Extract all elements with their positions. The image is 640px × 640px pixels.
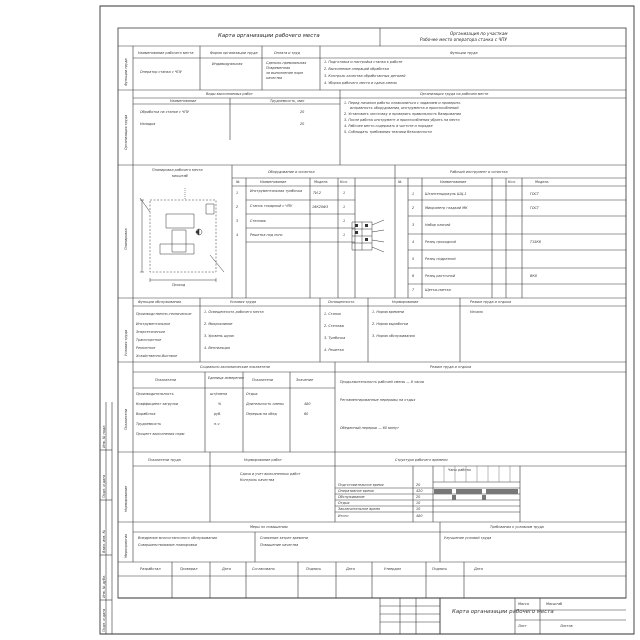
tool-no: 4 — [412, 240, 415, 244]
tool-no: 7 — [412, 288, 415, 292]
schedule-value: 10 — [416, 507, 421, 511]
tool-model: ВК8 — [530, 274, 537, 278]
norm-line: Контроль качества — [240, 478, 275, 482]
col-header: Нормирование работ — [244, 458, 282, 462]
measure-line: Повышение качества — [260, 543, 299, 547]
equip-model: ТИ-2 — [313, 191, 321, 195]
service-item: Транспортное — [136, 338, 162, 342]
equip-name: Решетка под ноги — [250, 233, 283, 237]
plan-label: Проход — [172, 283, 186, 287]
scale-label: Масштаб — [546, 602, 563, 606]
col-header: Нормирование — [392, 300, 419, 304]
pay-line: качества — [266, 76, 283, 80]
tool-no: 3 — [412, 223, 415, 227]
col-header: Функции труда — [450, 51, 478, 55]
org-line: 4. Рабочее место содержать в чистоте и порядке — [344, 124, 433, 128]
sub-header: Наименование — [170, 99, 197, 103]
sign-label: Дата — [474, 567, 483, 571]
th-qty: Кол. — [508, 180, 516, 184]
org-line: 3. После работы инструмент и приспособления убрать на место — [344, 118, 460, 122]
measure-line: Внедрение многостаночного обслуживания — [138, 536, 217, 540]
work-item: Наладка — [140, 122, 156, 126]
sub-header: Показатели — [155, 378, 177, 382]
unit: н-ч — [214, 422, 220, 426]
function-line: 1. Подготовка и настройка станка к работе — [324, 60, 403, 64]
sub-header: Единица измерения — [208, 376, 244, 380]
condition-item: 4. Вентиляция — [204, 346, 230, 350]
indicator: Длительность смены — [246, 402, 284, 406]
margin-label: Подп. и дата — [102, 608, 106, 632]
col-header: Режим труда и отдыха — [470, 300, 512, 304]
condition-item: 2. Микроклимат — [204, 322, 233, 326]
tool-model: Т15К6 — [530, 240, 541, 244]
function-line: 3. Контроль качества обработанных деталей — [324, 74, 406, 78]
margin-label: Инв. № дубл. — [102, 574, 106, 598]
equip-title: Оборудование и оснастка — [268, 170, 315, 174]
norm-line: Сдача и учет выполненных работ — [240, 472, 301, 476]
margin-label: Подп. и дата — [102, 474, 106, 498]
pay-line: за выполнение норм — [266, 71, 303, 75]
pay-line: Сдельно-премиальная — [266, 61, 307, 65]
section-title: Меры по повышению — [250, 525, 288, 529]
th-no: № — [236, 180, 240, 184]
equipment-item: 3. Тумбочка — [324, 336, 346, 340]
schedule-value: 20 — [416, 495, 421, 499]
sheet-label: Лист — [518, 624, 527, 628]
margin-label: Инв. № подл. — [102, 424, 106, 448]
margin-label: Взам. инв. № — [102, 529, 106, 553]
org-line: 1. Перед началом работы ознакомиться с заданием и проверить — [344, 101, 461, 105]
sign-label: Подпись — [432, 567, 448, 571]
equipment-item: 2. Стеллаж — [324, 324, 345, 328]
sheets-label: Листов — [560, 624, 573, 628]
tool-no: 1 — [412, 192, 415, 196]
tool-name: Щетка-сметка — [425, 288, 451, 292]
work-item: Обработка на станке с ЧПУ — [140, 110, 189, 114]
equip-model: 16К20Ф3 — [312, 205, 329, 209]
section-title: Виды выполняемых работ — [206, 92, 253, 96]
norm-item: 3. Норма обслуживания — [372, 334, 415, 338]
equip-no: 4 — [236, 233, 239, 237]
side-label: Условия труда — [124, 329, 128, 356]
unit: % — [218, 402, 222, 406]
work-item-value: 20 — [300, 110, 305, 114]
schedule-row: Оперативное время — [338, 489, 374, 493]
indicator: Трудоемкость — [136, 422, 162, 426]
sign-label: Проверил — [180, 567, 198, 571]
equipment-item: 4. Решетка — [324, 348, 344, 352]
sign-label: Дата — [222, 567, 231, 571]
measure-line: Улучшение условий труда — [444, 536, 492, 540]
equip-no: 2 — [236, 205, 239, 209]
tool-no: 6 — [412, 274, 415, 278]
org-line: 5. Соблюдать требования техники безопасности — [344, 130, 432, 134]
sign-label: Дата — [346, 567, 355, 571]
sub-header: Показатели — [252, 378, 274, 382]
norm-item: 2. Норма выработки — [372, 322, 409, 326]
measure-line: Совершенствование планировки — [138, 543, 198, 547]
sign-label: Согласовано — [252, 567, 275, 571]
section-title: Требования к условиям труда — [490, 525, 544, 529]
value: 480 — [304, 402, 311, 406]
condition-item: 3. Уровень шума — [204, 334, 234, 338]
th-model: Модель — [314, 180, 328, 184]
tool-name: Микрометр гладкий МК — [425, 206, 468, 210]
org-line: 2. Установить заготовку и проверить правильность базирования — [344, 112, 461, 116]
service-item: Инструментальное — [136, 322, 171, 326]
schedule-row: Обслуживание — [338, 495, 365, 499]
org-line: исправность оборудования, инструмента и приспособлений — [350, 106, 459, 110]
tool-model: ГОСТ — [530, 206, 539, 210]
workplace-name: Оператор станка с ЧПУ — [140, 70, 182, 74]
col-header: Оснащенность — [328, 300, 355, 304]
sign-label: Подпись — [306, 567, 322, 571]
th-name: Наименование — [260, 180, 287, 184]
tool-name: Резец подрезной — [425, 257, 456, 261]
plan-title: Планировка рабочего места — [152, 168, 203, 172]
tool-name: Набор ключей — [425, 223, 451, 227]
equipment-item: 1. Станок — [324, 312, 342, 316]
sign-label: Разработал — [140, 567, 161, 571]
schedule-row: Отдых — [338, 501, 350, 505]
tool-model: ГОСТ — [530, 192, 539, 196]
indicator: Отдых — [246, 392, 258, 396]
tool-name: Резец проходной — [425, 240, 456, 244]
equip-qty: 1 — [343, 191, 346, 195]
tool-name: Резец расточной — [425, 274, 456, 278]
col-header: Форма организации труда — [210, 51, 258, 55]
col-header: Структура рабочего времени — [395, 458, 448, 462]
equip-no: 3 — [236, 219, 239, 223]
layout-plan-drawing — [140, 188, 224, 282]
condition-item: 1. Освещенность рабочего места — [204, 310, 264, 314]
indicator: Перерыв на обед — [246, 412, 277, 416]
service-item: Производственно-техническое — [136, 312, 192, 316]
measure-line: Снижение затрат времени — [260, 536, 308, 540]
schedule-row: Заключительное время — [338, 507, 381, 511]
th-name: Наименование — [440, 180, 467, 184]
schedule-value: 20 — [416, 483, 421, 487]
equip-no: 1 — [236, 191, 239, 195]
norm-item: 1. Норма времени — [372, 310, 405, 314]
tool-name: Штангенциркуль ШЦ-1 — [425, 192, 467, 196]
col-header: Показатели труда — [148, 458, 181, 462]
indicator: Производительность — [136, 392, 174, 396]
service-item: Ремонтное — [136, 346, 156, 350]
th-no: № — [398, 180, 402, 184]
sub-header: Значение — [296, 378, 314, 382]
value: 60 — [304, 412, 309, 416]
side-label: Организация труда — [124, 114, 128, 150]
plan-subtitle: масштаб — [172, 174, 188, 178]
schedule-value: 10 — [416, 501, 421, 505]
th-model: Модель — [535, 180, 549, 184]
col-header: Функции обслуживания — [138, 300, 181, 304]
mode-line: Регламентированные перерывы на отдых — [340, 398, 416, 402]
col-header: Оплата и труд — [274, 51, 301, 55]
equip-name: Стеллаж — [250, 219, 266, 223]
schedule-title: Часы работы — [448, 468, 472, 472]
col-header: Наименование рабочего места — [138, 51, 194, 55]
labor-form: Индивидуальная — [212, 62, 243, 66]
schedule-value: 480 — [416, 514, 423, 518]
indicator: Коэффициент загрузки — [136, 402, 179, 406]
service-item: Хозяйственно-бытовое — [136, 354, 178, 358]
side-label: Функции труда — [124, 58, 128, 86]
tool-no: 2 — [412, 206, 415, 210]
function-line: 4. Уборка рабочего места и сдача смены — [324, 81, 398, 85]
side-label: Мероприятия — [124, 533, 128, 558]
side-label: Нормирование — [124, 485, 128, 512]
tool-no: 5 — [412, 257, 415, 261]
work-item-value: 20 — [300, 122, 305, 126]
org-title: Организация по участкам — [450, 31, 508, 36]
th-qty: Кол. — [340, 180, 348, 184]
service-item: Энергетическое — [136, 330, 166, 334]
equip-qty: 1 — [343, 233, 346, 237]
schedule-row: Итого — [338, 514, 349, 518]
mass-label: Масса — [518, 602, 529, 606]
unit: руб. — [214, 412, 222, 416]
function-line: 2. Выполнение операций обработки — [324, 67, 389, 71]
tools-title: Рабочий инструмент и оснастка — [450, 170, 508, 174]
mode-item: Начало — [470, 310, 483, 314]
section-title: Режим труда и отдыха — [430, 365, 472, 369]
equip-name: Станок токарный с ЧПУ — [250, 204, 293, 208]
indicator: Процент выполнения норм — [136, 432, 185, 436]
sub-header: Трудоемкость, мин — [270, 99, 305, 103]
sign-label: Утвердил — [384, 567, 401, 571]
equip-name: Инструментальная тумбочка — [250, 189, 303, 193]
equip-qty: 1 — [343, 205, 346, 209]
side-label: Показатели — [124, 408, 128, 430]
col-header: Условия труда — [230, 300, 257, 304]
section-title: Организация труда на рабочем месте — [420, 92, 489, 96]
indicator: Выработка — [136, 412, 156, 416]
side-label: Планировка — [124, 228, 128, 250]
document-name: Карта организации рабочего места — [452, 609, 554, 615]
equip-qty: 1 — [343, 219, 346, 223]
schedule-row: Подготовительное время — [338, 483, 384, 487]
mode-line: Продолжительность рабочей смены — 8 часов — [340, 380, 425, 384]
mode-line: Обеденный перерыв — 60 минут — [340, 426, 399, 430]
schedule-value: 420 — [416, 489, 423, 493]
org-subtitle: Рабочее место оператора станка с ЧПУ — [420, 37, 507, 42]
section-title: Социально-экономические показатели — [200, 365, 270, 369]
unit: шт/смена — [210, 392, 228, 396]
card-title: Карта организации рабочего места — [218, 33, 320, 39]
pay-line: Повременная — [266, 66, 291, 70]
